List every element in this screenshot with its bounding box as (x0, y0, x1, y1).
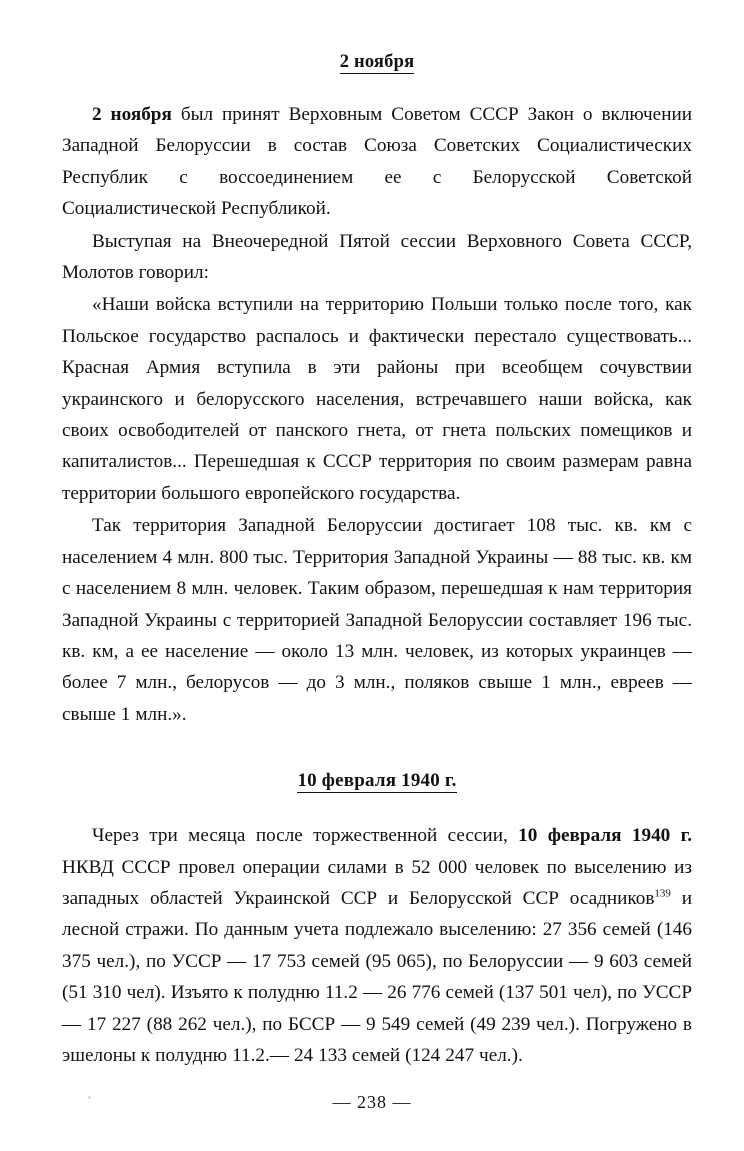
paragraph-molotov-quote-text: «Наши войска вступили на территорию Польши только после того, как Польское государство распалось и фактически перестало существовать... Красная Армия вступила в эти районы при всеобщем сочувствии украинского и белорусского населения, встречавшего наши войска, как своих освободителей от панского гнета, от гнета польских помещиков и капиталистов... Перешедшая к СССР территория по своим размерам равна территории большого европейского государства. (62, 294, 692, 504)
paragraph-lead-date: 2 ноября (92, 104, 172, 125)
paragraph-after-bold-2: и лесной стражи. По данным учета подлежало выселению: 27 356 семей (146 375 чел.), по УССР — 17 753 семей (95 065), по Белоруссии — 9 603 семей (51 310 чел). Изъято к полудню 11.2 — 26 776 семей (137 501 чел), по УССР — 17 227 (88 262 чел.), по БССР — 9 549 семей (49 239 чел.). Погружено в эшелоны к полудню 11.2.— 24 133 семей (124 247 чел.). (62, 887, 692, 1066)
section-heading-november (62, 52, 692, 73)
paper-speck (88, 1096, 91, 1099)
paragraph-deportation-operation (62, 820, 692, 1071)
paragraph-before-bold: Через три месяца после торжественной сессии, (92, 825, 519, 847)
page-number: — 238 — (332, 1092, 412, 1112)
paragraph-law-adoption (62, 99, 692, 225)
paragraph-molotov-intro (62, 226, 692, 289)
paragraph-territory-stats-text: Так территория Западной Белоруссии достигает 108 тыс. кв. км с населением 4 млн. 800 тыс. Территория Западной Украины — 88 тыс. кв. км с населением 8 млн. человек. Таким образом, перешедшая к нам территория Западной Украины с территорией Западной Белоруссии составляет 196 тыс. кв. км, а ее население — около 13 млн. человек, из которых украинцев — более 7 млн., белорусов — до 3 млн., поляков свыше 1 млн., евреев — свыше 1 млн.». (62, 515, 692, 725)
paragraph-after-bold-1: НКВД СССР провел операции силами в 52 000 человек по выселению из западных областей Украинской ССР и Белорусской ССР осадников (62, 856, 692, 909)
paragraph-molotov-intro-text: Выступая на Внеочередной Пятой сессии Верховного Совета СССР, Молотов говорил: (62, 230, 692, 284)
page-footer (0, 1092, 744, 1113)
paragraph-bold-date: 10 февраля 1940 г. (518, 825, 692, 847)
paragraph-molotov-quote (62, 289, 692, 509)
section-heading-november-text: 2 ноября (339, 52, 415, 72)
paragraph-law-adoption-text: был принят Верховным Советом СССР Закон о включении Западной Белоруссии в состав Союза Советских Социалистических Республик с воссоединением ее с Белорусской Советской Социалистической Республикой. (62, 104, 692, 220)
paragraph-territory-stats (62, 510, 692, 730)
section-heading-february-text: 10 февраля 1940 г. (297, 770, 457, 792)
footnote-marker: 139 (654, 887, 671, 900)
section-heading-february (62, 770, 692, 792)
